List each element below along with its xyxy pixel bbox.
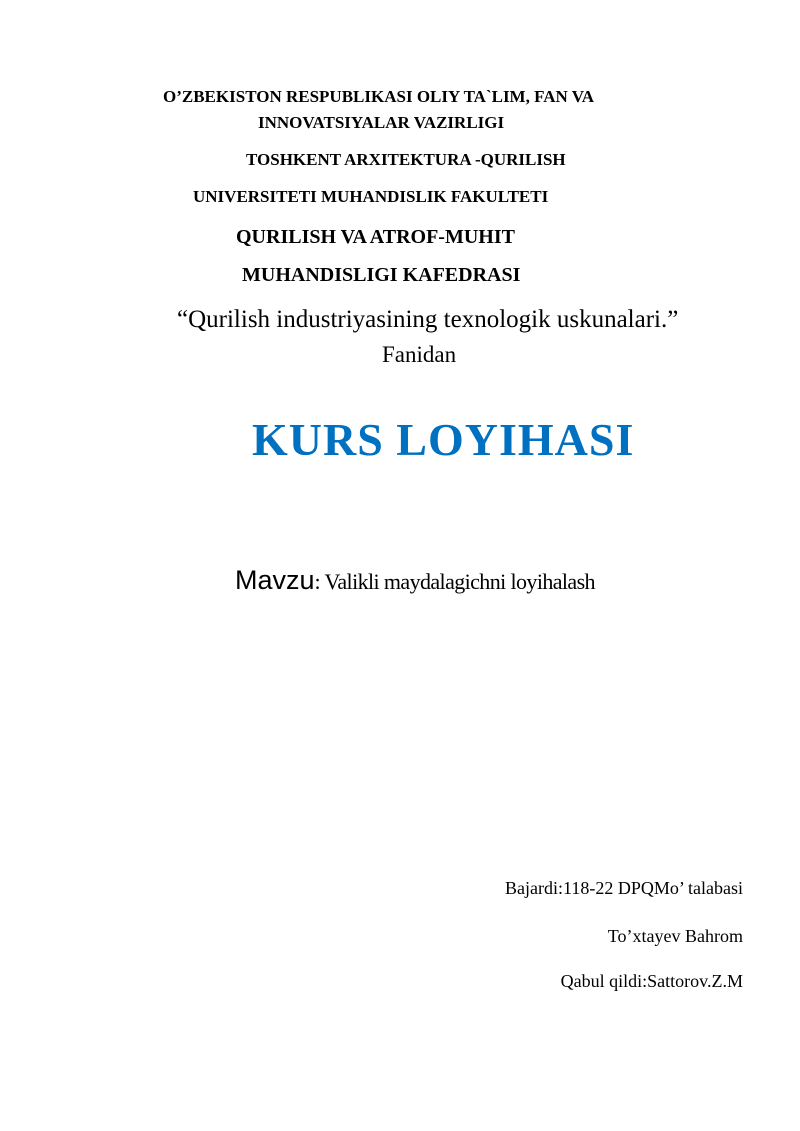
university-name-line1: TOSHKENT ARXITEKTURA -QURILISH bbox=[246, 150, 566, 169]
topic bbox=[235, 567, 595, 594]
student-name: To’xtayev Bahrom bbox=[607, 926, 743, 946]
performed-by: Bajardi:118-22 DPQMo’ talabasi bbox=[505, 878, 743, 898]
ministry-name-line1: O’ZBEKISTON RESPUBLIKASI OLIY TA`LIM, FAN VA bbox=[163, 87, 595, 106]
university-name-line2: UNIVERSITETI MUHANDISLIK FAKULTETI bbox=[193, 187, 549, 206]
topic-value: : Valikli maydalagichni loyihalash bbox=[314, 569, 595, 594]
document-title: KURS LOYIHASI bbox=[252, 414, 635, 465]
department-name-line1: QURILISH VA ATROF-MUHIT bbox=[236, 226, 515, 248]
subject-name: “Qurilish industriyasining texnologik uskunalari.” bbox=[177, 306, 679, 333]
accepted-by: Qabul qildi:Sattorov.Z.M bbox=[560, 971, 743, 991]
ministry-name-line2: INNOVATSIYALAR VAZIRLIGI bbox=[258, 113, 505, 132]
topic-label: Mavzu bbox=[235, 565, 315, 595]
department-name-line2: MUHANDISLIGI KAFEDRASI bbox=[242, 264, 521, 286]
subject-suffix: Fanidan bbox=[382, 342, 457, 367]
